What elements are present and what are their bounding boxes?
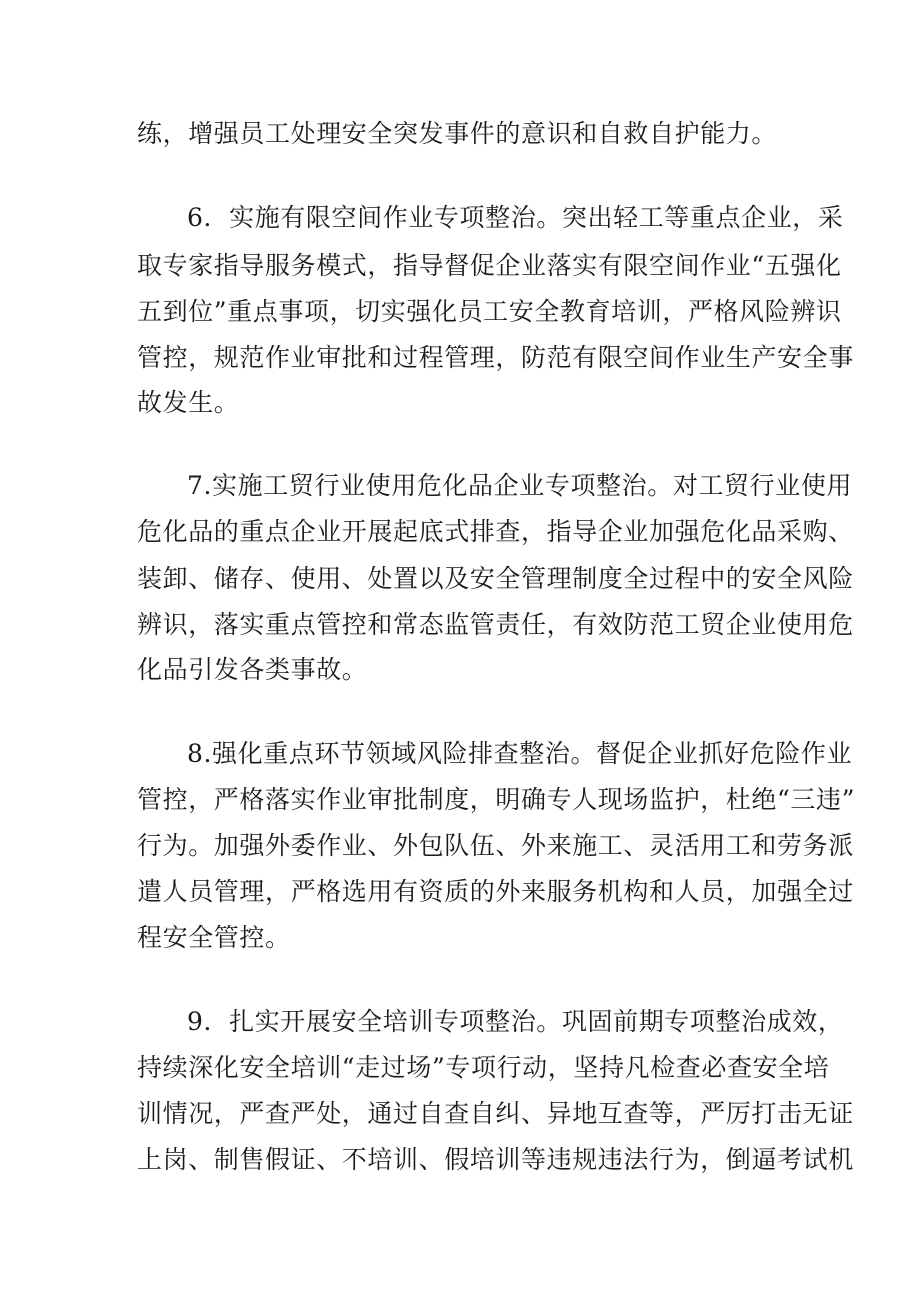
paragraph-8-line-4: 遣人员管理，严格选用有资质的外来服务机构和人员，加强全过 — [137, 877, 854, 906]
paragraph-7-line-5: 化品引发各类事故。 — [137, 655, 368, 684]
paragraph-8-line-1: 8.强化重点环节领域风险排查整治。督促企业抓好危险作业 — [187, 739, 853, 768]
paragraph-6-line-1: 6．实施有限空间作业专项整治。突出轻工等重点企业，采 — [187, 203, 844, 232]
paragraph-7-line-2: 危化品的重点企业开展起底式排查，指导企业加强危化品采购、 — [137, 517, 854, 546]
paragraph-8-line-2: 管控，严格落实作业审批制度，明确专人现场监护，杜绝“三违” — [137, 785, 855, 814]
paragraph-9-line-2: 持续深化安全培训“走过场”专项行动，坚持凡检查必查安全培 — [137, 1053, 830, 1082]
paragraph-6-line-5: 故发生。 — [137, 388, 240, 417]
paragraph-7-line-3: 装卸、储存、使用、处置以及安全管理制度全过程中的安全风险 — [137, 564, 854, 593]
paragraph-9-line-1: 9．扎实开展安全培训专项整治。巩固前期专项整治成效， — [187, 1007, 844, 1036]
paragraph-6-line-4: 管控，规范作业审批和过程管理，防范有限空间作业生产安全事 — [137, 343, 854, 372]
paragraph-8-line-5: 程安全管控。 — [137, 923, 291, 952]
paragraph-6-line-3: 五到位”重点事项，切实强化员工安全教育培训，严格风险辨识 — [137, 297, 842, 326]
paragraph-8-line-3: 行为。加强外委作业、外包队伍、外来施工、灵活用工和劳务派 — [137, 831, 854, 860]
paragraph-9-line-3: 训情况，严查严处，通过自查自纠、异地互查等，严厉打击无证 — [137, 1099, 854, 1128]
paragraph-9-line-4: 上岗、制售假证、不培训、假培训等违规违法行为，倒逼考试机 — [137, 1145, 854, 1174]
paragraph-6-line-2: 取专家指导服务模式，指导督促企业落实有限空间作业“五强化 — [137, 251, 842, 280]
paragraph-5-line-end: 练，增强员工处理安全突发事件的意识和自救自护能力。 — [137, 119, 778, 148]
paragraph-7-line-4: 辨识，落实重点管控和常态监管责任，有效防范工贸企业使用危 — [137, 610, 854, 639]
paragraph-7-line-1: 7.实施工贸行业使用危化品企业专项整治。对工贸行业使用 — [187, 471, 853, 500]
